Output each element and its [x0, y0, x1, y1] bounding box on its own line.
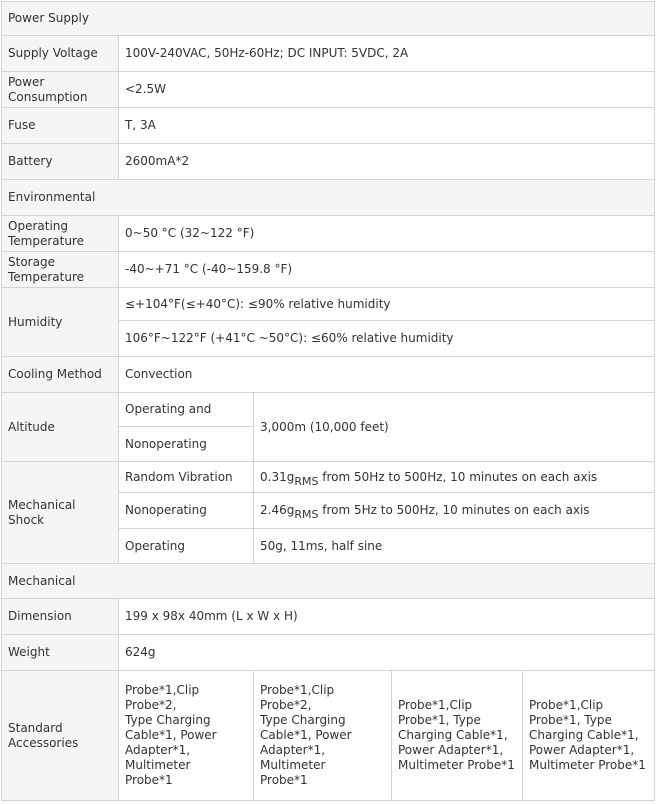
nonoperating-suffix: from 5Hz to 500Hz, 10 minutes on each axis: [318, 503, 590, 517]
spec-row-power-consumption: [2, 72, 655, 108]
accessories-line: Probe*1,Clip Probe*2,: [260, 683, 335, 712]
accessories-line: Charging Cable*1,: [529, 728, 639, 742]
sublabel-operating: Operating: [119, 529, 254, 564]
random-vibration-suffix: from 50Hz to 500Hz, 10 minutes on each axis: [318, 469, 598, 484]
accessories-line: Probe*1,Clip: [529, 698, 604, 712]
accessories-line: Multimeter Probe*1: [398, 758, 515, 772]
sublabel-altitude-nonoperating: Nonoperating: [119, 427, 254, 462]
random-vibration-sub: RMS: [294, 474, 319, 488]
spec-row-humidity: [2, 288, 655, 321]
section-header-environmental: Environmental: [2, 180, 655, 216]
value-weight: 624g: [119, 635, 655, 671]
accessories-cell-4: [523, 671, 655, 801]
accessories-line: Charging Cable*1,: [398, 728, 508, 742]
section-header-mechanical: Mechanical: [2, 564, 655, 599]
accessories-line: Probe*1, Type: [398, 713, 481, 727]
section-row-environmental: [2, 180, 655, 216]
label-humidity: Humidity: [2, 288, 119, 357]
value-power-consumption: <2.5W: [119, 72, 655, 108]
value-nonoperating: [254, 493, 655, 529]
spec-row-altitude: [2, 393, 655, 427]
label-fuse: Fuse: [2, 108, 119, 144]
label-standard-accessories-line2: Accessories: [8, 735, 79, 750]
spec-row-weight: [2, 635, 655, 671]
spec-row-supply-voltage: [2, 36, 655, 72]
spec-row-dimension: [2, 599, 655, 635]
value-altitude: 3,000m (10,000 feet): [254, 393, 655, 462]
label-power-consumption-line1: Power: [8, 74, 45, 89]
sublabel-altitude-operating-and: Operating and: [119, 393, 254, 427]
accessories-line: Cable*1, Power: [125, 728, 217, 742]
label-weight: Weight: [2, 635, 119, 671]
spec-row-storage-temperature: [2, 252, 655, 288]
label-operating-temperature: [2, 216, 119, 252]
value-cooling-method: Convection: [119, 357, 655, 393]
accessories-line: Adapter*1, Multimeter: [125, 743, 191, 772]
accessories-line: Type Charging: [260, 713, 346, 727]
label-storage-temperature-line1: Storage: [8, 254, 55, 269]
value-humidity-2: 106°F~122°F (+41°C ~50°C): ≤60% relative humidity: [119, 321, 655, 357]
label-power-consumption-line2: Consumption: [8, 89, 88, 104]
label-battery: Battery: [2, 144, 119, 180]
accessories-cell-3: [392, 671, 523, 801]
value-random-vibration: [254, 462, 655, 493]
spec-row-mechanical-shock: [2, 462, 655, 493]
accessories-line: Cable*1, Power: [260, 728, 352, 742]
spec-row-standard-accessories: [2, 671, 655, 801]
nonoperating-prefix: 2.46g: [260, 503, 295, 517]
spec-row-battery: [2, 144, 655, 180]
accessories-line: Type Charging: [125, 713, 211, 727]
label-dimension: Dimension: [2, 599, 119, 635]
accessories-line: Probe*1, Type: [529, 713, 612, 727]
label-supply-voltage: Supply Voltage: [2, 36, 119, 72]
label-storage-temperature: [2, 252, 119, 288]
spec-table: [1, 1, 655, 801]
spec-row-fuse: [2, 108, 655, 144]
sublabel-nonoperating: Nonoperating: [119, 493, 254, 529]
accessories-line: Multimeter Probe*1: [529, 758, 646, 772]
accessories-line: Probe*1: [125, 773, 173, 787]
value-dimension: 199 x 98x 40mm (L x W x H): [119, 599, 655, 635]
label-operating-temperature-line2: Temperature: [8, 233, 85, 248]
accessories-line: Probe*1,Clip Probe*2,: [125, 683, 200, 712]
label-standard-accessories: [2, 671, 119, 801]
spec-row-operating-temperature: [2, 216, 655, 252]
label-operating-temperature-line1: Operating: [8, 218, 68, 233]
value-supply-voltage: 100V-240VAC, 50Hz-60Hz; DC INPUT: 5VDC, 2A: [119, 36, 655, 72]
nonoperating-sub: RMS: [294, 508, 319, 521]
label-mechanical-shock: Mechanical Shock: [2, 462, 119, 564]
label-standard-accessories-line1: Standard: [8, 720, 63, 735]
accessories-line: Adapter*1, Multimeter: [260, 743, 326, 772]
value-battery: 2600mA*2: [119, 144, 655, 180]
label-cooling-method: Cooling Method: [2, 357, 119, 393]
label-storage-temperature-line2: Temperature: [8, 269, 85, 284]
accessories-line: Probe*1,Clip: [398, 698, 473, 712]
section-row-mechanical: [2, 564, 655, 599]
accessories-line: Power Adapter*1,: [398, 743, 504, 757]
section-row-power-supply: [2, 2, 655, 36]
value-fuse: T, 3A: [119, 108, 655, 144]
random-vibration-prefix: 0.31g: [260, 469, 295, 484]
accessories-cell-1: [119, 671, 254, 801]
value-operating: 50g, 11ms, half sine: [254, 529, 655, 564]
label-altitude: Altitude: [2, 393, 119, 462]
accessories-line: Probe*1: [260, 773, 308, 787]
value-humidity-1: ≤+104°F(≤+40°C): ≤90% relative humidity: [119, 288, 655, 321]
spec-row-cooling-method: [2, 357, 655, 393]
accessories-cell-2: [254, 671, 392, 801]
value-storage-temperature: -40~+71 °C (-40~159.8 °F): [119, 252, 655, 288]
value-operating-temperature: 0~50 °C (32~122 °F): [119, 216, 655, 252]
sublabel-random-vibration: Random Vibration: [119, 462, 254, 493]
label-power-consumption: [2, 72, 119, 108]
section-header-power-supply: Power Supply: [2, 2, 655, 36]
accessories-line: Power Adapter*1,: [529, 743, 635, 757]
